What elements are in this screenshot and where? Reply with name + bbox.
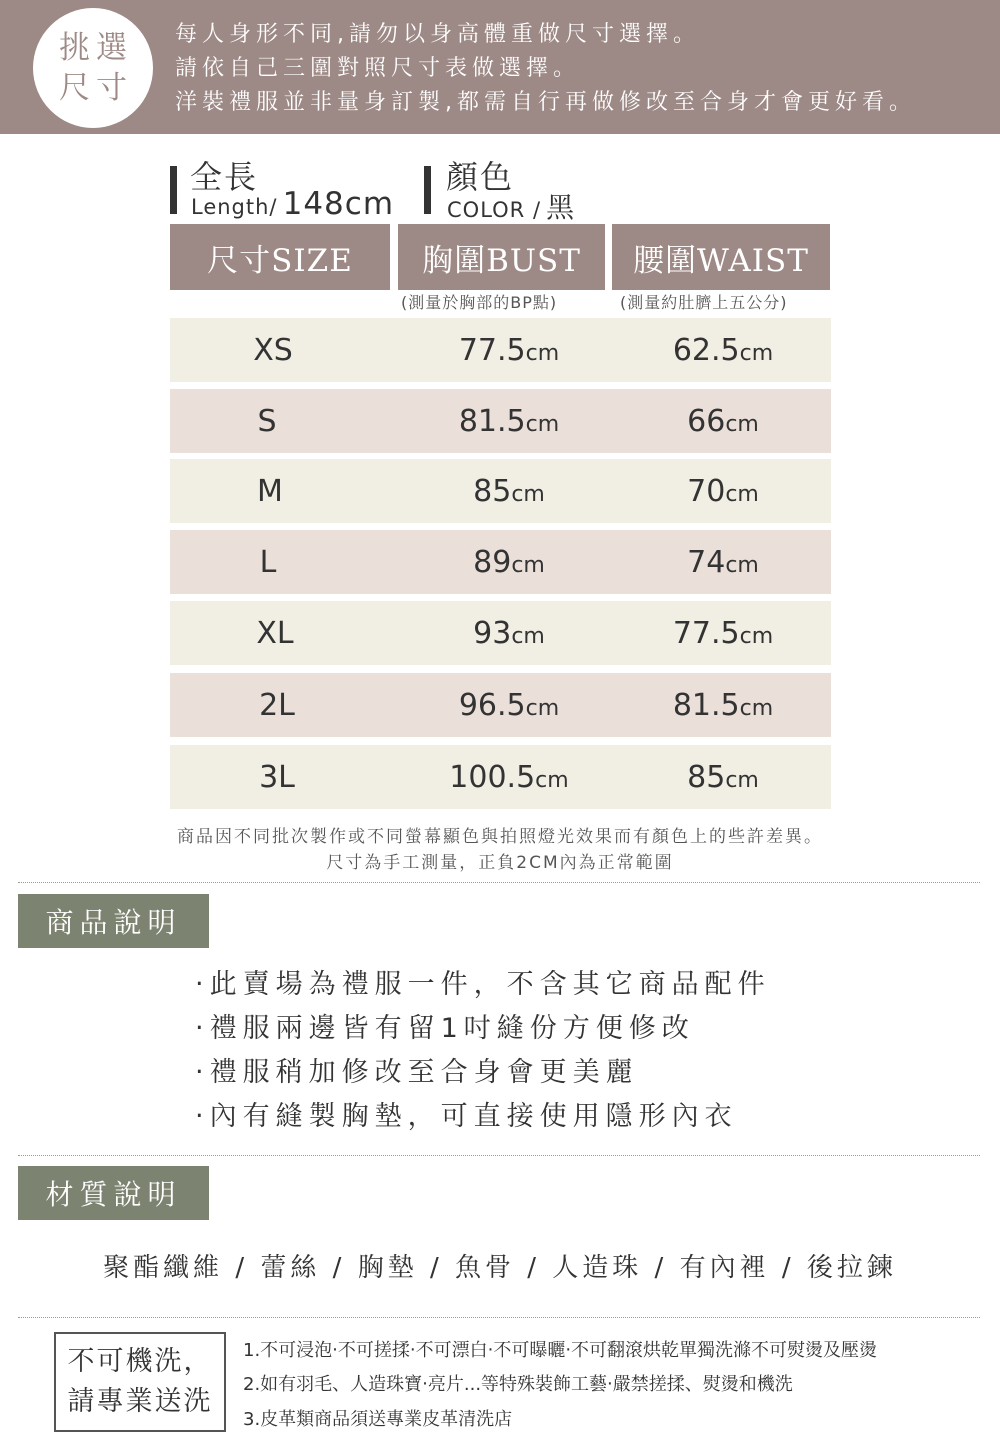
color-marker-bar: [424, 166, 431, 214]
table-row: [170, 389, 831, 453]
size-cell: L: [259, 544, 277, 580]
bust-cell: [449, 760, 568, 795]
table-row: [170, 318, 831, 382]
unit: cm: [511, 552, 545, 578]
product-item: ‧此賣場為禮服一件，不含其它商品配件: [195, 969, 771, 1000]
unit: cm: [725, 767, 759, 793]
size-cell: 2L: [259, 687, 295, 723]
bust-cell: [473, 474, 545, 509]
badge-line-1: 挑選: [59, 30, 133, 66]
care-item: 1.不可浸泡‧不可搓揉‧不可漂白‧不可曝曬‧不可翻滾烘乾單獨洗滌不可熨燙及壓燙: [243, 1340, 878, 1361]
unit: cm: [725, 552, 759, 578]
bust-value: 85: [473, 473, 512, 509]
product-item: ‧內有縫製胸墊，可直接使用隱形內衣: [195, 1101, 738, 1132]
waist-value: 85: [687, 759, 726, 795]
length-value-group: [191, 186, 394, 222]
wash-box-line-2: 請專業送洗: [67, 1386, 213, 1417]
color-variance-note: 商品因不同批次製作或不同螢幕顯色與拍照燈光效果而有顏色上的些許差異。: [177, 827, 823, 847]
size-cell: 3L: [259, 759, 295, 795]
waist-value: 74: [687, 544, 726, 580]
unit: cm: [511, 623, 545, 649]
size-cell: XS: [253, 332, 293, 368]
bust-cell: [473, 545, 545, 580]
size-select-badge: [33, 8, 153, 128]
product-item: ‧禮服兩邊皆有留1吋縫份方便修改: [195, 1013, 695, 1044]
badge-line-2: 尺寸: [59, 70, 133, 106]
wash-box-line-1: 不可機洗，: [67, 1346, 213, 1377]
header-size: 尺寸SIZE: [170, 224, 390, 290]
bust-cell: [459, 404, 559, 439]
waist-cell: [673, 616, 773, 651]
waist-cell: [687, 760, 759, 795]
unit: cm: [739, 623, 774, 649]
size-cell: S: [257, 403, 277, 439]
header-waist: 腰圍WAIST: [612, 224, 830, 290]
bust-value: 77.5: [458, 332, 526, 368]
divider: [18, 1155, 980, 1156]
waist-cell: [687, 404, 759, 439]
care-item: 2.如有羽毛、人造珠寶‧亮片...等特殊裝飾工藝‧嚴禁搓揉、熨燙和機洗: [243, 1374, 793, 1395]
material-section-title: 材質說明: [18, 1166, 209, 1220]
unit: cm: [725, 411, 759, 437]
header-bust: 胸圍BUST: [398, 224, 605, 290]
unit: cm: [525, 411, 560, 437]
bust-cell: [459, 333, 559, 368]
waist-value: 81.5: [672, 687, 740, 723]
length-title: 全長: [190, 158, 259, 196]
unit: cm: [535, 767, 569, 793]
materials-list: 聚酯纖維 / 蕾絲 / 胸墊 / 魚骨 / 人造珠 / 有內裡 / 後拉鍊: [103, 1253, 897, 1283]
notice-line-3: 洋裝禮服並非量身訂製,都需自行再做修改至合身才會更好看。: [175, 90, 916, 115]
product-item: ‧禮服稍加修改至合身會更美麗: [195, 1057, 639, 1088]
color-value: 黑: [546, 191, 575, 224]
waist-value: 66: [687, 403, 726, 439]
length-marker-bar: [170, 166, 177, 214]
bust-value: 93: [473, 615, 512, 651]
bust-value: 81.5: [458, 403, 526, 439]
waist-value: 62.5: [672, 332, 740, 368]
size-cell: XL: [256, 615, 294, 651]
bust-note: (測量於胸部的BP點): [401, 293, 558, 312]
waist-value: 77.5: [672, 615, 740, 651]
table-row: [170, 673, 831, 737]
waist-cell: [687, 474, 759, 509]
product-section-title: 商品說明: [18, 894, 209, 948]
size-cell: M: [257, 473, 283, 509]
notice-line-2: 請依自己三圍對照尺寸表做選擇。: [175, 56, 581, 81]
waist-note: (測量約肚臍上五公分): [620, 293, 788, 312]
color-label: COLOR /: [447, 198, 542, 222]
bust-cell: [459, 688, 559, 723]
unit: cm: [525, 695, 560, 721]
bust-value: 96.5: [458, 687, 526, 723]
divider: [18, 882, 980, 883]
care-item: 3.皮革類商品須送專業皮革清洗店: [243, 1409, 513, 1430]
divider: [18, 1317, 980, 1318]
bust-cell: [473, 616, 545, 651]
measurement-tolerance-note: 尺寸為手工測量，正負2CM內為正常範圍: [326, 853, 674, 873]
color-title: 顏色: [446, 158, 515, 196]
table-row: [170, 530, 831, 594]
bust-value: 100.5: [449, 759, 536, 795]
length-label: Length/: [191, 195, 278, 219]
waist-cell: [673, 333, 773, 368]
unit: cm: [739, 340, 774, 366]
unit: cm: [511, 481, 545, 507]
length-value: 148cm: [282, 186, 395, 222]
table-row: [170, 601, 831, 665]
table-row: [170, 459, 831, 523]
waist-value: 70: [687, 473, 726, 509]
waist-cell: [687, 545, 759, 580]
waist-cell: [673, 688, 773, 723]
table-row: [170, 745, 831, 809]
unit: cm: [525, 340, 560, 366]
notice-line-1: 每人身形不同,請勿以身高體重做尺寸選擇。: [175, 22, 700, 47]
color-value-group: [447, 186, 574, 226]
bust-value: 89: [473, 544, 512, 580]
no-machine-wash-box: [54, 1332, 226, 1432]
unit: cm: [739, 695, 774, 721]
unit: cm: [725, 481, 759, 507]
